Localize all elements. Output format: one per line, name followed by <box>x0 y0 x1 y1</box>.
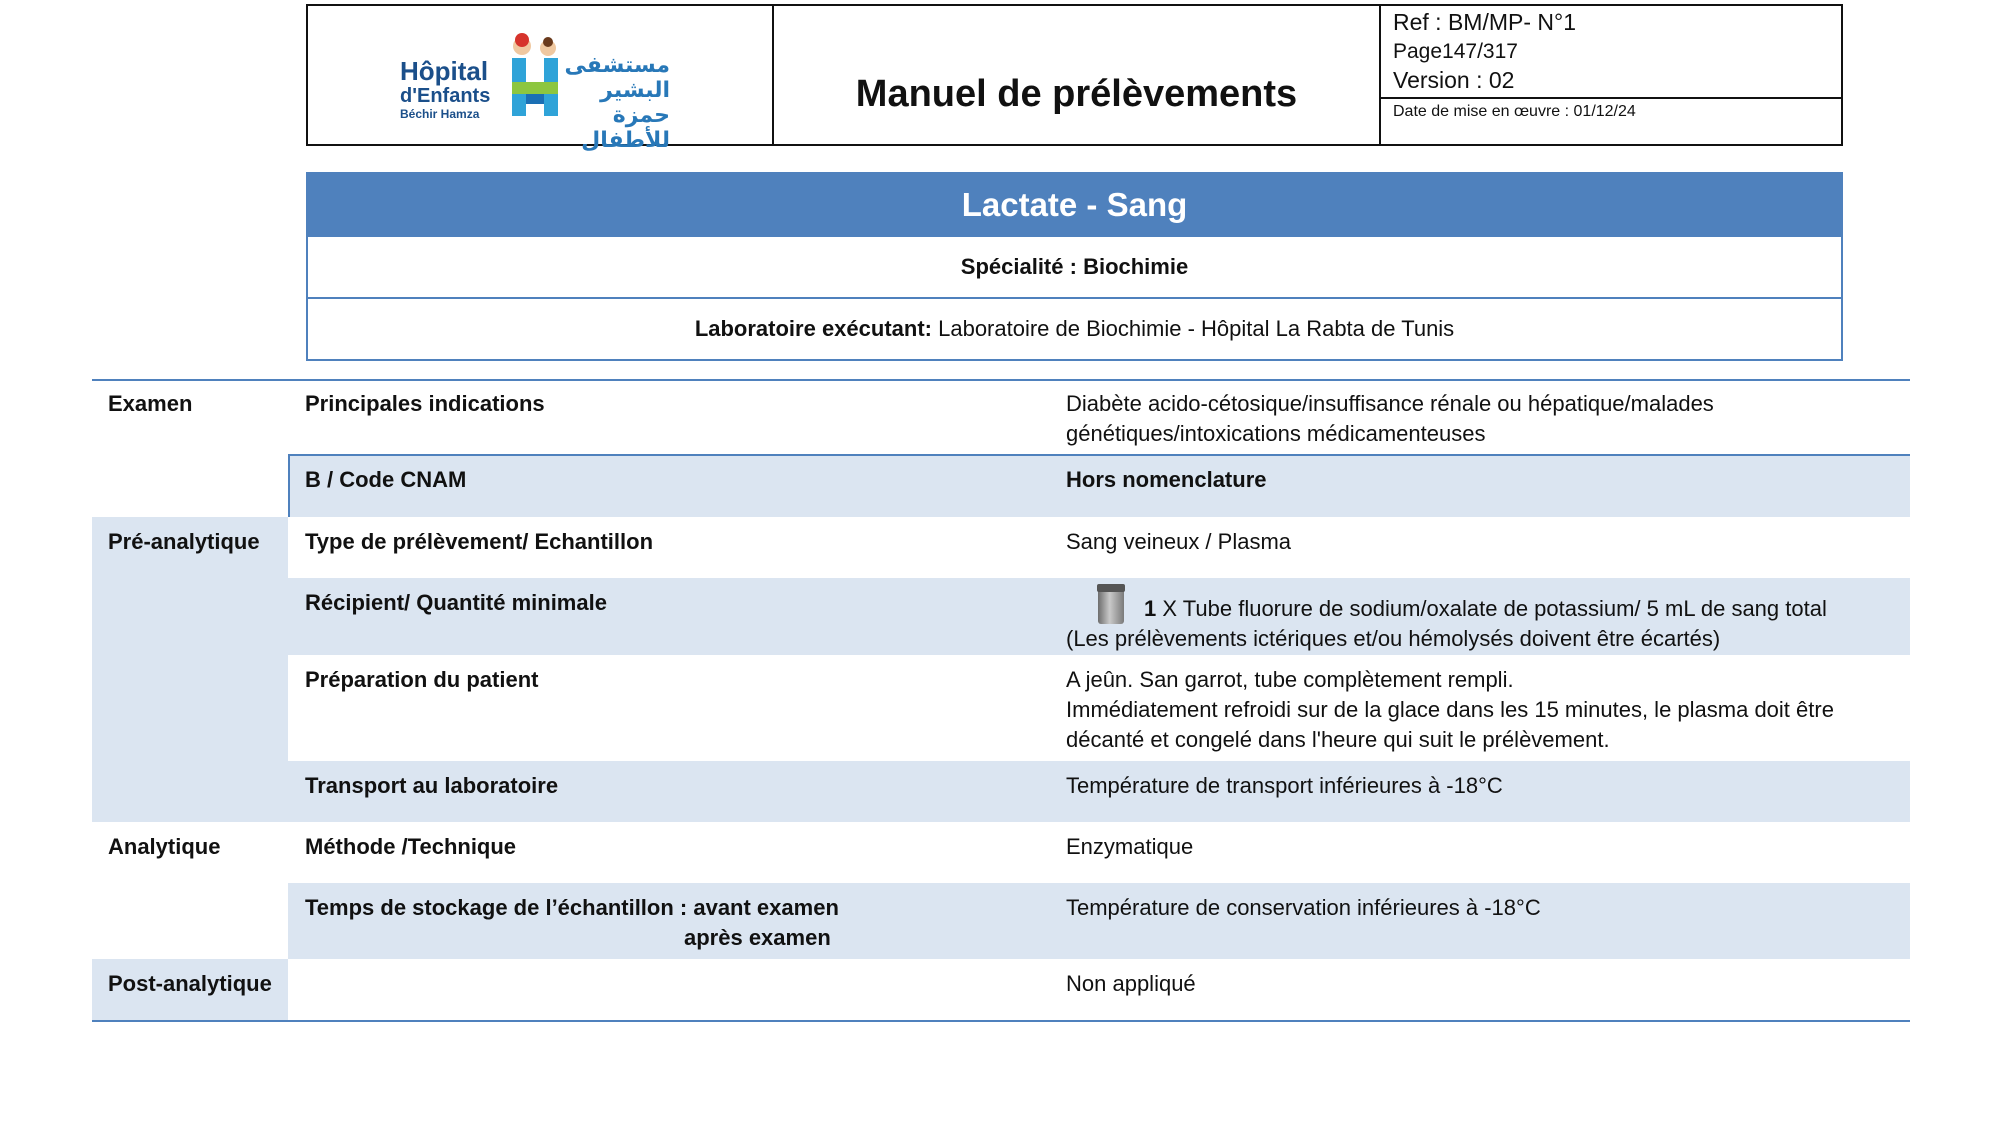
document-header <box>306 4 1843 152</box>
analysis-title-block <box>306 172 1843 361</box>
table-row: Type de prélèvement/ Echantillon Sang veineux / Plasma <box>305 529 1292 554</box>
logo-h-emblem-icon <box>506 32 566 122</box>
hospital-logo <box>308 6 774 152</box>
table-row: Récipient/ Quantité minimale 1 X Tube fluorure de sodium/oxalate de potassium/ 5 mL de sang total (Les prélèvements ictériques et/ou hémolysés doivent être écartés) <box>288 578 1910 655</box>
section-analytique: Analytique <box>108 834 221 859</box>
document-title: Manuel de prélèvements <box>774 6 1381 144</box>
table-row: B / Code CNAM Hors nomenclature <box>288 455 1910 517</box>
table-row: Analytique Méthode /Technique Enzymatique <box>92 822 1910 883</box>
version: Version : 02 <box>1393 67 1515 93</box>
table-row: Transport au laboratoire Température de transport inférieures à -18°C <box>288 761 1910 822</box>
section-pre-analytique: Pré-analytique <box>108 529 260 554</box>
page-number: Page147/317 <box>1393 40 1518 63</box>
logo-french-text: Hôpital d'Enfants Béchir Hamza <box>400 56 491 121</box>
document-meta <box>1381 6 1841 144</box>
ref-number: Ref : BM/MP- N°1 <box>1393 9 1577 35</box>
table-top-border <box>92 379 1910 381</box>
table-row: Temps de stockage de l’échantillon : avant examen après examen Température de conservation inférieures à -18°C <box>288 883 1910 959</box>
analysis-title: Lactate - Sang <box>308 174 1841 235</box>
table-row: Post-analytique Non appliqué <box>92 959 1910 1021</box>
blood-tube-icon <box>1098 588 1124 624</box>
table-bottom-border <box>92 1020 1910 1022</box>
logo-arabic-text: مستشفى البشير حمزة للأطفال <box>564 52 670 152</box>
table-row: Préparation du patient A jeûn. San garrot, tube complètement rempli. Immédiatement refroidi sur de la glace dans les 15 minutes, le plasma doit être décanté et congelé dans l'heure qui suit le prélèvement. <box>305 667 1834 752</box>
section-post-analytique: Post-analytique <box>108 971 272 996</box>
table-row: Examen Principales indications Diabète acido-cétosique/insuffisance rénale ou hépatique/malades génétiques/intoxications médicamenteuses <box>108 391 1714 446</box>
effective-date: Date de mise en œuvre : 01/12/24 <box>1393 103 1636 120</box>
laboratoire-row: Laboratoire exécutant: Laboratoire de Biochimie - Hôpital La Rabta de Tunis <box>308 297 1841 359</box>
specialite-row: Spécialité : Biochimie <box>308 235 1841 297</box>
section-examen: Examen <box>108 391 193 416</box>
